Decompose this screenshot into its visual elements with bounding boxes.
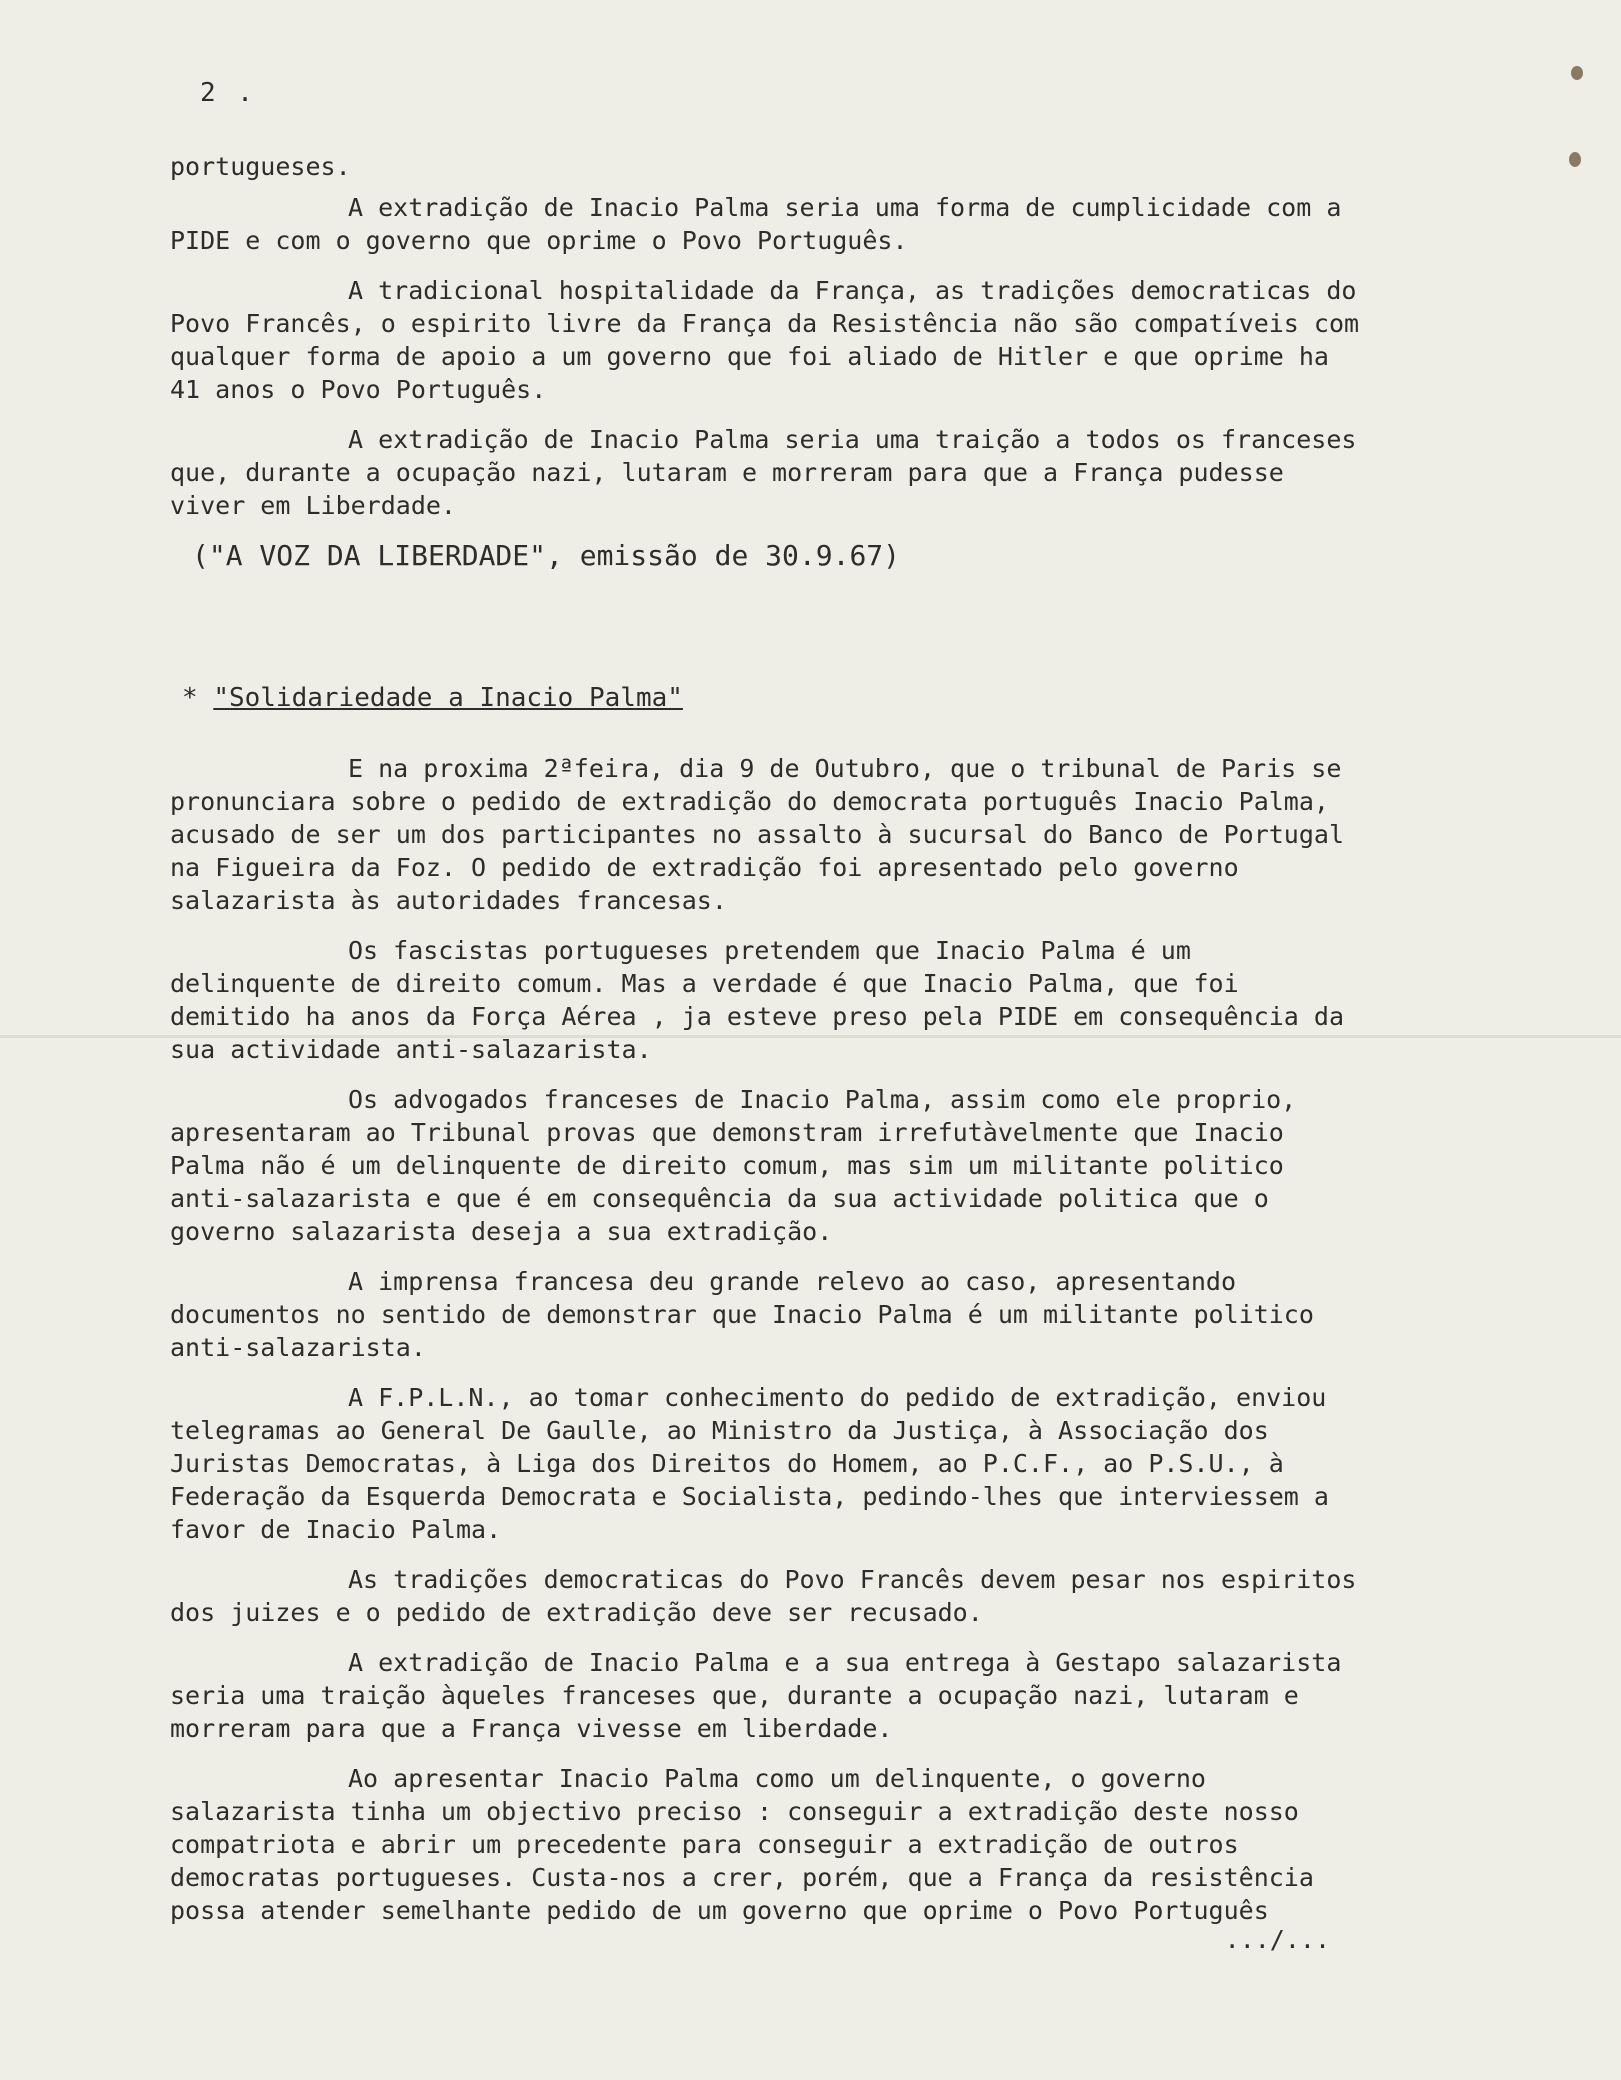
paragraph: A F.P.L.N., ao tomar conhecimento do pedido de extradição, enviou telegramas ao General De Gaulle, ao Ministro da Justiça, à Associação dos Juristas Democratas, à Liga dos Direitos do Homem, ao P.C.F., ao P.S.U., à Federação da Esquerda Democrata e Socialista, pedindo-lhes que interviessem a favor de Inacio Palma. <box>170 1383 1345 1544</box>
paragraph: Os advogados franceses de Inacio Palma, assim como ele proprio, apresentaram ao Tribunal provas que demonstram irrefutàvelmente que Inacio Palma não é um delinquente de direito comum, mas sim um militante politico anti-salazarista e que é em consequência da sua actividade politica que o governo salazarista deseja a sua extradição. <box>170 1085 1312 1246</box>
paragraph: A tradicional hospitalidade da França, as tradições democraticas do Povo Francês, o espirito livre da França da Resistência não são compatíveis com qualquer forma de apoio a um governo que foi aliado de Hitler e que oprime ha 41 anos o Povo Português. <box>170 276 1375 404</box>
section-title: "Solidariedade a Inacio Palma" <box>213 683 683 713</box>
bullet-marker: * <box>182 683 214 713</box>
paragraph: Ao apresentar Inacio Palma como um delinquente, o governo salazarista tinha um objectivo preciso : conseguir a extradição deste nosso compatriota e abrir um precedente para conseguir a extradição de outros democratas portugueses. Custa-nos a crer, porém, que a França da resistência possa atender semelhante pedido de um governo que oprime o Povo Português <box>170 1764 1329 1925</box>
page-number: 2 . <box>200 78 256 108</box>
opening-fragment: portugueses. <box>170 152 351 181</box>
paragraph: E na proxima 2ªfeira, dia 9 de Outubro, que o tribunal de Paris se pronunciara sobre o pedido de extradição do democrata português Inacio Palma, acusado de ser um dos participantes no assalto à sucursal do Banco de Portugal na Figueira da Foz. O pedido de extradição foi apresentado pelo governo salazarista às autoridades francesas. <box>170 754 1360 915</box>
paper-stain <box>1571 66 1583 80</box>
letter-body <box>170 150 1375 1954</box>
paper-stain <box>1569 152 1581 167</box>
paragraph: A extradição de Inacio Palma e a sua entrega à Gestapo salazarista seria uma traição àqueles franceses que, durante a ocupação nazi, lutaram e morreram para que a França vivesse em liberdade. <box>170 1648 1357 1743</box>
paragraph: A imprensa francesa deu grande relevo ao caso, apresentando documentos no sentido de demonstrar que Inacio Palma é um militante politico anti-salazarista. <box>170 1267 1329 1362</box>
paragraph: Os fascistas portugueses pretendem que Inacio Palma é um delinquente de direito comum. Mas a verdade é que Inacio Palma, que foi demitido ha anos da Força Aérea , ja esteve preso pela PIDE em consequência da sua actividade anti-salazarista. <box>170 936 1360 1064</box>
paragraph: A extradição de Inacio Palma seria uma forma de cumplicidade com a PIDE e com o governo que oprime o Povo Português. <box>170 193 1357 255</box>
paragraph: A extradição de Inacio Palma seria uma traição a todos os franceses que, durante a ocupação nazi, lutaram e morreram para que a França pudesse viver em Liberdade. <box>170 425 1372 520</box>
continuation-marker: .../... <box>1224 1925 1330 1954</box>
paragraph: As tradições democraticas do Povo Francês devem pesar nos espiritos dos juizes e o pedido de extradição deve ser recusado. <box>170 1565 1372 1627</box>
section-heading <box>182 682 1370 715</box>
source-citation: ("A VOZ DA LIBERDADE", emissão de 30.9.67) <box>192 539 901 572</box>
